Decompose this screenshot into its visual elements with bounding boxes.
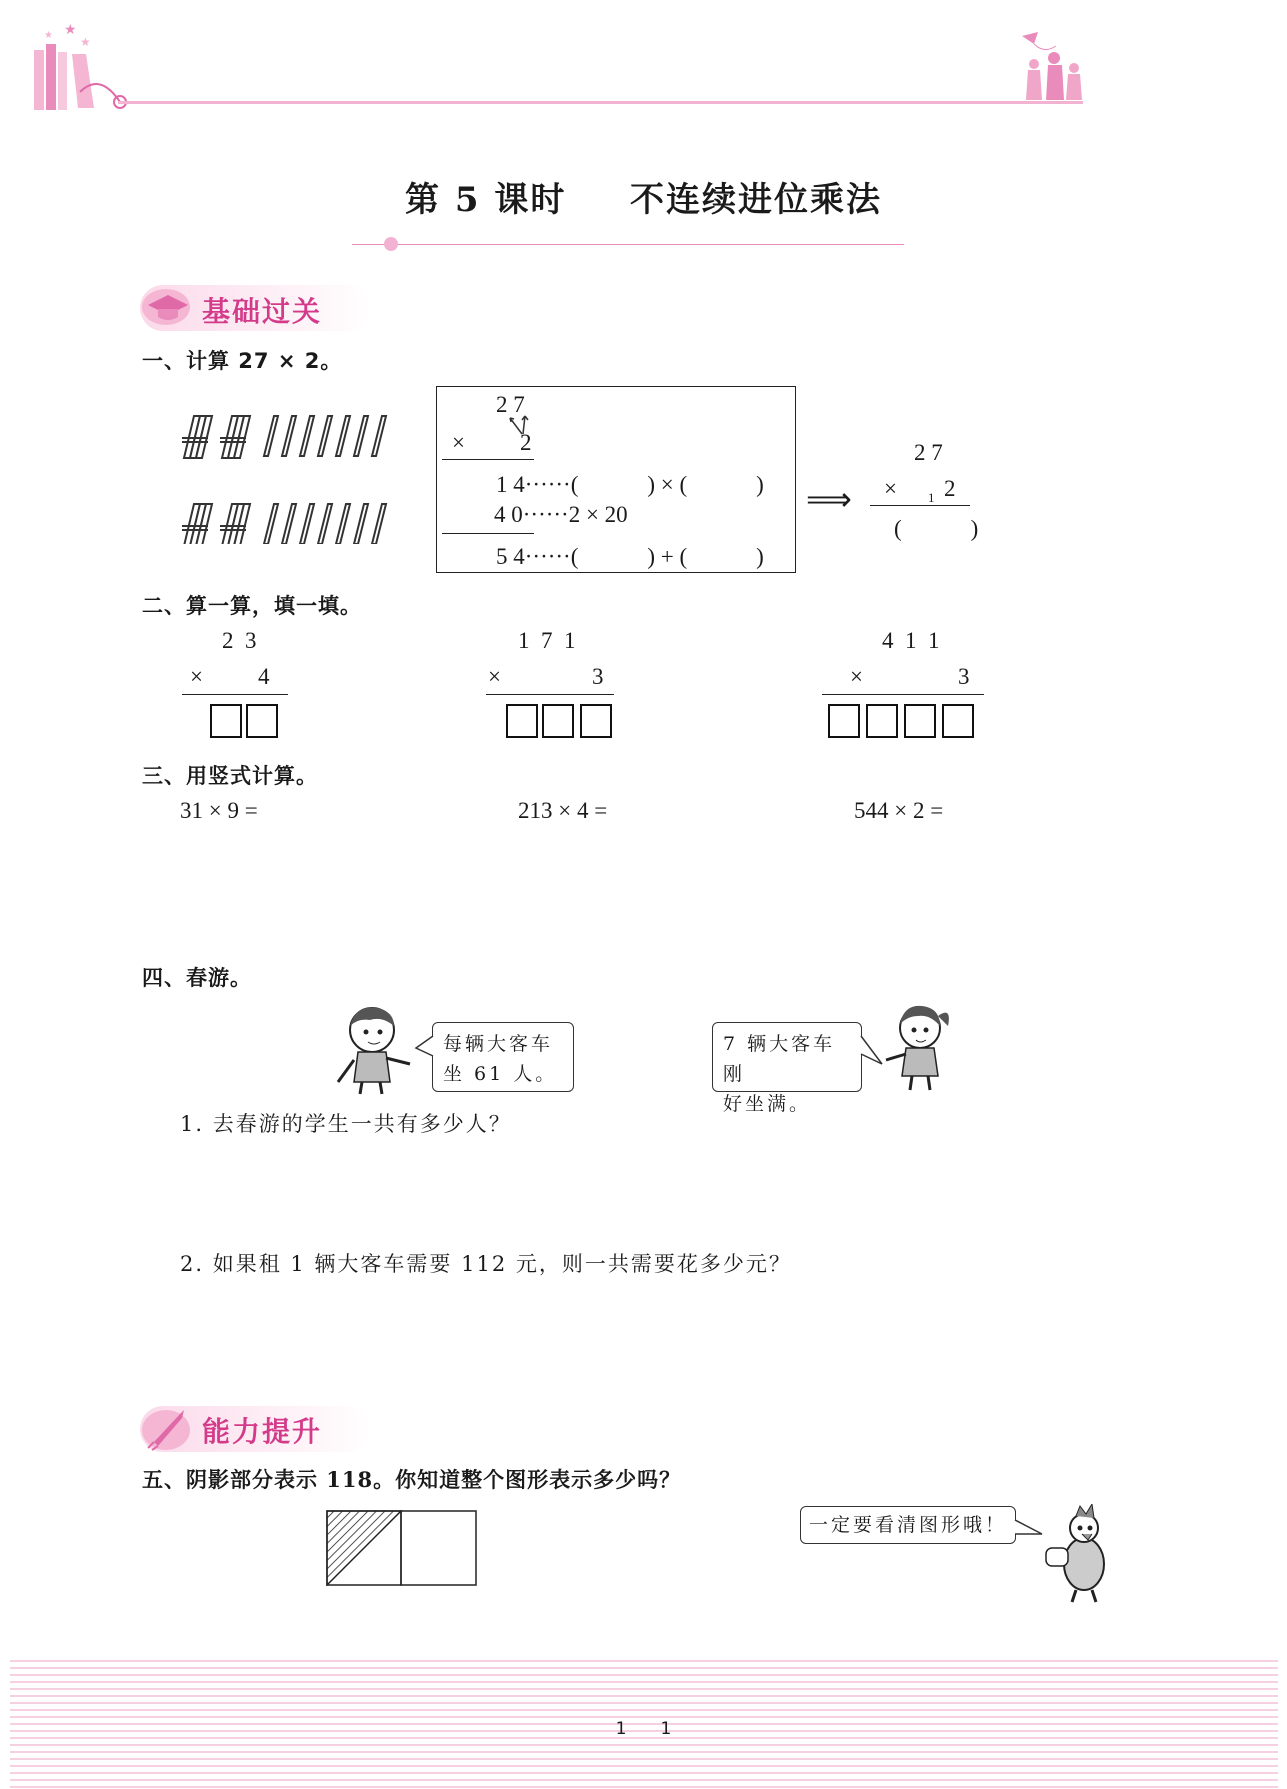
q3-heading: 三、用竖式计算。: [142, 764, 318, 788]
q2-item-2-times: ×: [488, 664, 501, 689]
q4-heading: 四、春游。: [142, 966, 252, 990]
boy-bubble-line-1: 每辆大客车: [443, 1033, 554, 1055]
girl-bubble-line-2: 好坐满。: [723, 1093, 812, 1115]
q2-item-2-line: [486, 694, 614, 695]
girl-bubble-tail: [860, 1034, 884, 1070]
boy-speech-bubble: [432, 1022, 574, 1092]
q2-item-1-answer-box[interactable]: [246, 704, 278, 738]
svg-text:★: ★: [80, 35, 91, 49]
q1-result-answer: ( ): [894, 516, 979, 541]
q2-item-3-answer-box[interactable]: [828, 704, 860, 738]
title-underline: [352, 244, 904, 245]
page-number: 1 1: [615, 1719, 672, 1739]
q1-row-sum: 5 4······( ) + ( ): [496, 544, 764, 569]
counting-sticks-illustration: [178, 412, 400, 544]
q1-heading: 一、计算 27 × 2。: [142, 349, 343, 373]
q1-row-partial-1: 1 4······( ) × ( ): [496, 472, 764, 497]
q2-item-3-line: [822, 694, 984, 695]
boy-bubble-line-2: 坐 61 人。: [443, 1063, 558, 1085]
implies-arrow: ⟹: [806, 480, 852, 518]
q1-result-multiplicand: 2 7: [914, 440, 943, 465]
q1-result-multiplier: 2: [944, 476, 956, 501]
q1-result-times-sign: ×: [884, 476, 897, 501]
hint-bubble-text: 一定要看清图形哦！: [809, 1514, 1008, 1536]
q2-heading: 二、算一算，填一填。: [142, 594, 362, 618]
q2-item-3-answer-box[interactable]: [942, 704, 974, 738]
girl-character: [882, 996, 962, 1092]
q2-item-2-top: 1 7 1: [518, 628, 576, 653]
lesson-number: 第 5 课时: [404, 180, 567, 220]
q1-box-line-1: [442, 459, 534, 460]
q1-result-line: [870, 505, 970, 506]
q3-item-3: 544 × 2 =: [854, 798, 944, 823]
q2-item-1-answer-box[interactable]: [210, 704, 242, 738]
q2-item-2-answer-box[interactable]: [506, 704, 538, 738]
header-children-kite-decoration: [1012, 30, 1092, 104]
q2-item-3-top: 4 1 1: [882, 628, 940, 653]
q2-item-1-bottom: 4: [258, 664, 270, 689]
q1-times-sign: ×: [452, 430, 465, 455]
girl-bubble-line-1: 7 辆大客车刚: [723, 1033, 836, 1085]
q4-sub-question-1: 1. 去春游的学生一共有多少人？: [180, 1112, 512, 1136]
q2-item-2-bottom: 3: [592, 664, 604, 689]
hint-speech-bubble: [800, 1506, 1016, 1544]
q2-item-3-bottom: 3: [958, 664, 970, 689]
girl-speech-bubble: [712, 1022, 862, 1115]
lesson-name: 不连续进位乘法: [630, 180, 883, 220]
q2-item-1-top: 2 3: [222, 628, 257, 653]
q1-box-line-2: [442, 533, 534, 534]
q3-item-2: 213 × 4 =: [518, 798, 608, 823]
q4-sub-question-2: 2. 如果租 1 辆大客车需要 112 元，则一共需要花多少元？: [180, 1252, 792, 1276]
q1-multiplicand: 2 7: [496, 392, 525, 417]
title-underline-dot: [384, 237, 398, 251]
q2-item-1-times: ×: [190, 664, 203, 689]
q5-heading: 五、阴影部分表示 118。你知道整个图形表示多少吗？: [142, 1467, 682, 1492]
rocket-icon: [140, 1406, 194, 1452]
boy-bubble-tail: [414, 1034, 434, 1060]
q2-item-3-answer-box[interactable]: [866, 704, 898, 738]
svg-text:★: ★: [64, 22, 77, 38]
header-rule: [118, 101, 1083, 104]
q2-item-3-times: ×: [850, 664, 863, 689]
shaded-square-figure: [326, 1510, 478, 1586]
boy-character: [332, 1000, 416, 1096]
q2-item-1-line: [182, 694, 288, 695]
q1-row-partial-2: 4 0······2 × 20: [494, 502, 628, 527]
svg-text:★: ★: [44, 30, 53, 41]
q2-item-2-answer-box[interactable]: [580, 704, 612, 738]
q1-multiplier: 2: [520, 430, 532, 455]
lesson-title: [0, 172, 1287, 221]
bird-mascot-character: [1040, 1504, 1120, 1604]
q2-item-3-answer-box[interactable]: [904, 704, 936, 738]
q1-result-carry: 1: [928, 490, 935, 505]
section-advanced-title: 能力提升: [202, 1415, 323, 1448]
q2-item-2-answer-box[interactable]: [542, 704, 574, 738]
graduation-cap-icon: [140, 287, 194, 327]
q3-item-1: 31 × 9 =: [180, 798, 258, 823]
section-basic-title: 基础过关: [202, 295, 323, 328]
